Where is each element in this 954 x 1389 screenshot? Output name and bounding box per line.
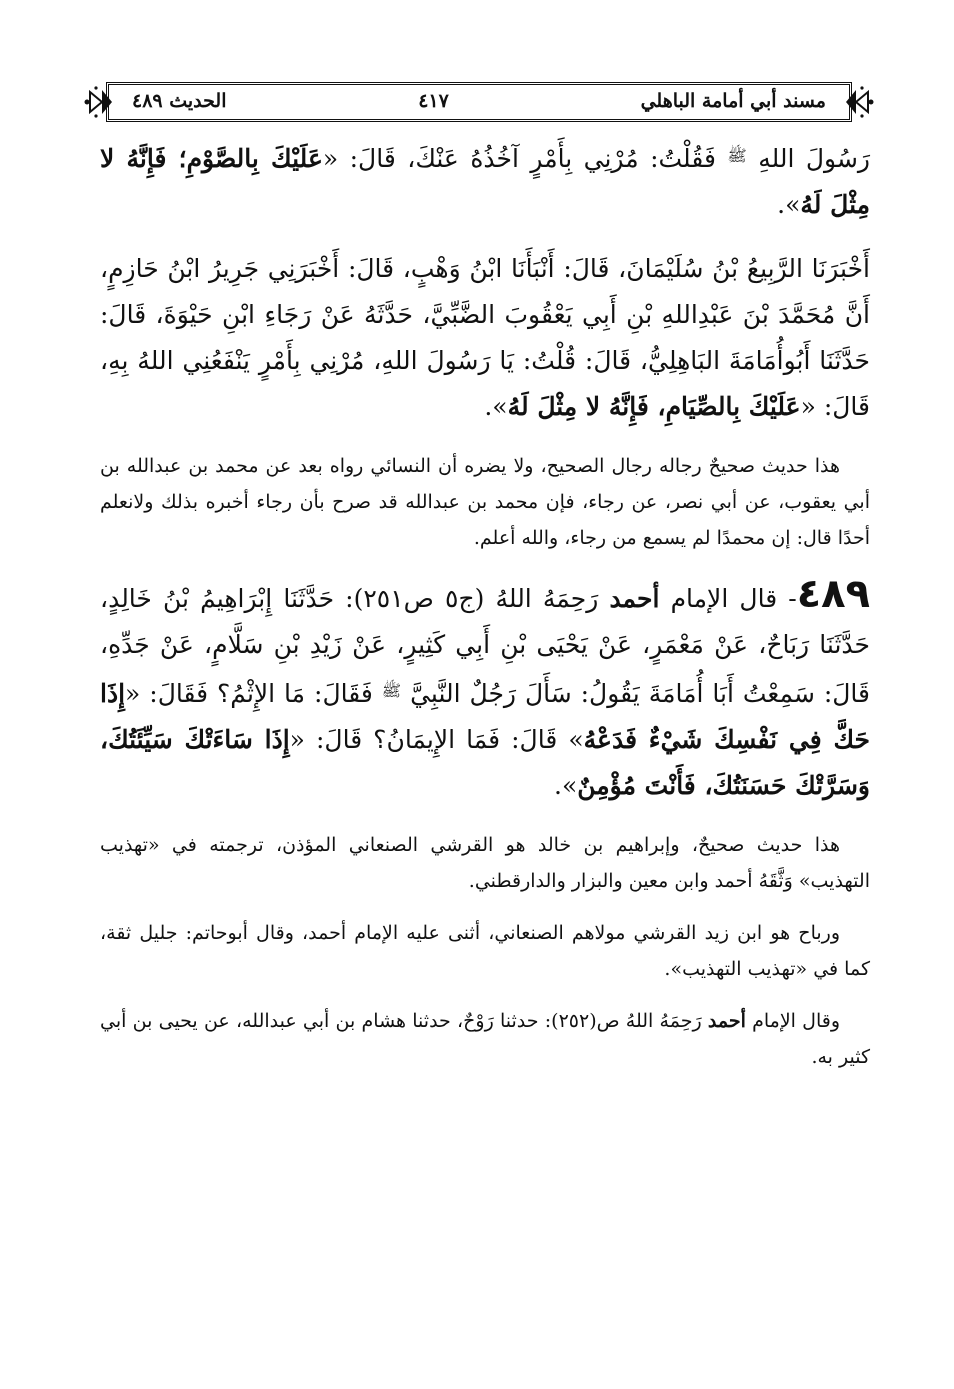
header-row: [132, 86, 826, 116]
prophetic-words: إِذَا سَاءَتْكَ سَيِّئَتُكَ، وَسَرَّتْكَ حَسَنَتُكَ، فَأَنْتَ مُؤْمِنٌ: [100, 725, 870, 800]
hadith-reference: الحديث ٤٨٩: [132, 90, 227, 112]
text-segment: فَقُلْتُ: مُرْنِي بِأَمْرٍ آخُذُهُ عَنْكَ، قَالَ: «: [322, 144, 728, 173]
book-title: مسند أبي أمامة الباهلي: [640, 90, 826, 112]
imam-name: أحمد: [609, 584, 660, 613]
text-segment: رَسُولَ اللهِ: [758, 144, 870, 173]
chain-note: [100, 1003, 870, 1075]
isnad-text: رَحِمَهُ اللهُ (ج٥ ص٢٥١): حَدَّثَنَا إِبْرَاهِيمُ بْنُ خَالِدٍ، حَدَّثَنَا رَبَاحٌ، عَنْ مَعْمَرٍ، عَنْ يَحْيَى بْنِ أَبِي كَثِيرٍ، عَنْ زَيْدِ بْنِ سَلَّامٍ، عَنْ جَدِّهِ، قَالَ: سَمِعْتُ أَبَا أُمَامَةَ يَقُولُ: سَأَلَ رَجُلٌ النَّبِيَّ: [100, 584, 870, 708]
hadith-second-chain: [100, 246, 870, 430]
salawat-symbol: ﷺ: [381, 681, 402, 700]
text-segment: قال الإمام: [659, 584, 778, 613]
grading-note-2: هذا حديث صحيحٌ، وإبراهيم بن خالد هو القرشي الصنعاني المؤذن، ترجمته في «تهذيب التهذيب» وَثَّقَهُ أحمد وابن معين والبزار والدارقطني.: [100, 834, 870, 892]
imam-name: أحمد: [707, 1010, 746, 1032]
text-segment: ».: [777, 190, 801, 219]
text-segment: -: [777, 584, 797, 613]
narrator-note: ورباح هو ابن زيد القرشي مولاهم الصنعاني، أثنى عليه الإمام أحمد، وقال أبوحاتم: جليل ثقة، كما في «تهذيب التهذيب».: [100, 922, 870, 980]
prophetic-words: عَلَيْكَ بِالصَّوْمِ؛ فَإِنَّهُ لا مِثْلَ لَهُ: [100, 144, 870, 219]
page-number: ٤١٧: [418, 90, 449, 112]
text-segment: ».: [484, 392, 508, 421]
prophetic-words: عَلَيْكَ بِالصِّيَامِ، فَإِنَّهُ لا مِثْلَ لَهُ: [507, 392, 801, 421]
prophetic-words: إِذَا حَكَّ فِي نَفْسِكَ شَيْءٌ فَدَعْهُ: [100, 679, 871, 754]
hadith-489: [100, 572, 870, 809]
text-segment: وقال الإمام: [745, 1010, 841, 1032]
page-body: [100, 133, 870, 1091]
running-header: [84, 82, 874, 122]
text-segment: ».: [554, 771, 578, 800]
text-segment: رَحِمَهُ اللهُ ص(٢٥٢): حدثنا رَوْحٌ، حدثنا هشام بن أبي عبدالله، عن يحيى بن أبي كثير به.: [100, 1010, 870, 1068]
salawat-symbol: ﷺ: [727, 146, 747, 165]
isnad-text: أَخْبَرَنَا الرَّبِيعُ بْنُ سُلَيْمَانَ، قَالَ: أَنْبَأَنَا ابْنُ وَهْبٍ، قَالَ: أَخْبَرَنِي جَرِيرُ ابْنُ حَازِمٍ، أَنَّ مُحَمَّدَ بْنَ عَبْدِاللهِ بْنِ أَبِي يَعْقُوبَ الضَّبِّيَّ، حَدَّثَهُ عَنْ رَجَاءِ ابْنِ حَيْوَةَ، قَالَ: حَدَّثَنَا أَبُوأُمَامَةَ البَاهِلِيُّ، قَالَ: قُلْتُ: يَا رَسُولَ اللهِ، مُرْنِي بِأَمْرٍ يَنْفَعُنِي اللهُ بِهِ، قَالَ: «: [100, 254, 870, 421]
grading-note-1: هذا حديث صحيحٌ رجاله رجال الصحيح، ولا يضره أن النسائي رواه بعد عن محمد بن عبدالله بن أبي يعقوب، عن أبي نصر، عن رجاء، فإن محمد بن عبدالله قد صرح بأن رجاء أخبره بذلك ولانعلم أحدًا قال: إن محمدًا لم يسمع من رجاء، والله أعلم.: [100, 455, 870, 549]
text-segment: فَقَالَ: مَا الإِثْمُ؟ فَقَالَ: «: [125, 679, 382, 708]
text-segment: » قَالَ: فَمَا الإِيمَانُ؟ قَالَ: «: [289, 725, 584, 754]
hadith-continuation: [100, 133, 870, 228]
hadith-number: ٤٨٩: [796, 571, 871, 617]
